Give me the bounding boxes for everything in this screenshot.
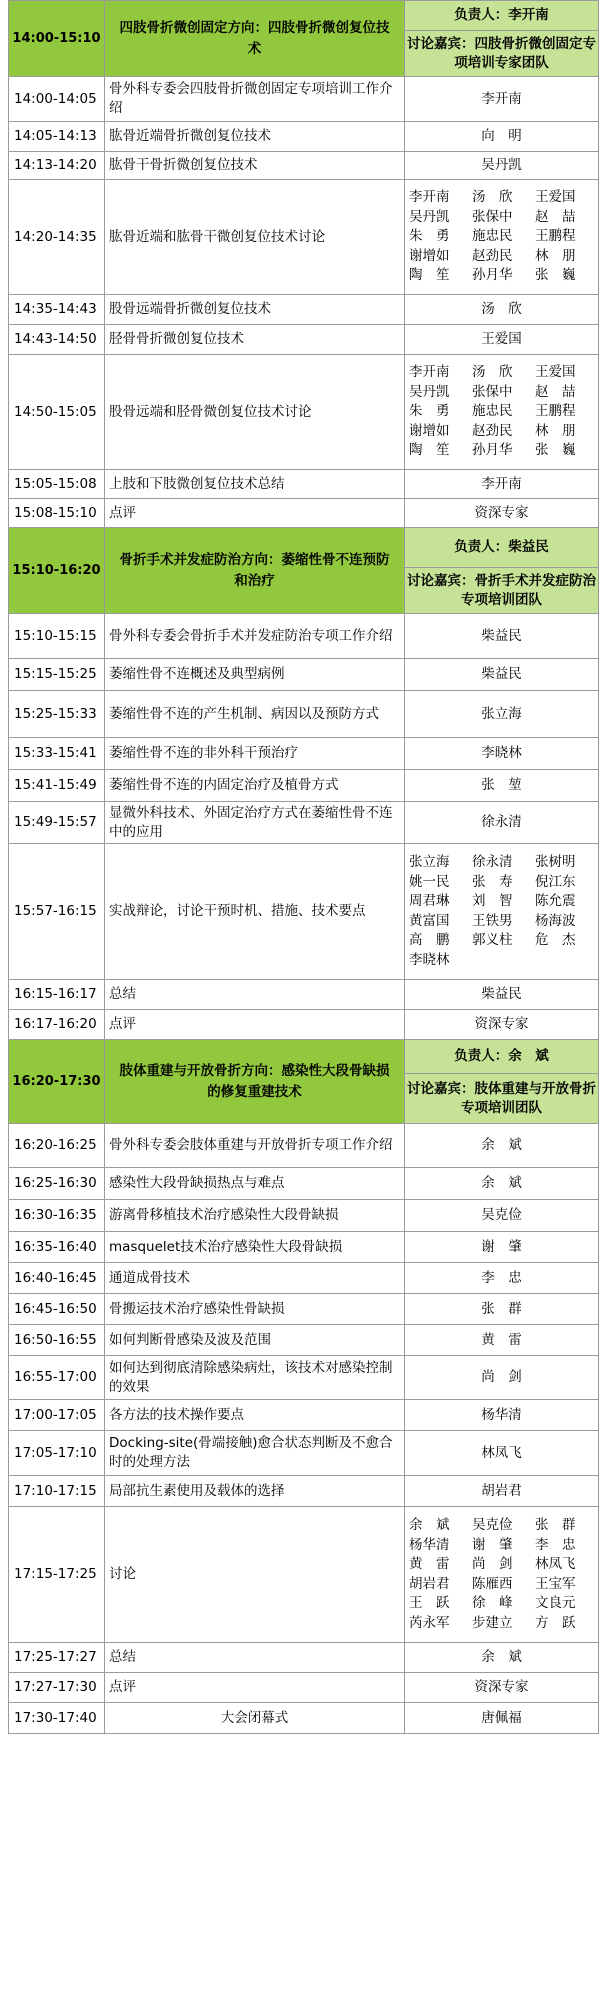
- row-time: 15:25-15:33: [9, 691, 105, 738]
- discussant-name: 施忠民: [472, 228, 513, 245]
- discussant-grid: [405, 188, 598, 286]
- row-topic: 实战辩论，讨论干预时机、措施、技术要点: [105, 844, 405, 980]
- row-topic: 各方法的技术操作要点: [105, 1400, 405, 1431]
- schedule-page: [8, 0, 598, 1734]
- table-row: [9, 1263, 599, 1294]
- row-time: 17:27-17:30: [9, 1673, 105, 1703]
- row-topic: 通道成骨技术: [105, 1263, 405, 1294]
- row-time: 15:41-15:49: [9, 770, 105, 802]
- discussant-name: 余 斌: [409, 1517, 450, 1533]
- row-topic: 肱骨近端和肱骨干微创复位技术讨论: [105, 180, 405, 295]
- row-speaker: [405, 844, 599, 980]
- discussant-name: 徐 峰: [472, 1595, 513, 1611]
- row-time: 16:20-16:25: [9, 1124, 105, 1168]
- row-speaker: [405, 180, 599, 295]
- row-speaker: 徐永清: [405, 802, 599, 844]
- row-time: 15:33-15:41: [9, 738, 105, 770]
- discussant-name: 高 鹏: [409, 932, 450, 948]
- row-topic: Docking-site(骨端接触)愈合状态判断及不愈合时的处理方法: [105, 1431, 405, 1476]
- section-header: [9, 528, 599, 568]
- row-speaker: 余 斌: [405, 1124, 599, 1168]
- discussant-name: 尚 剑: [472, 1556, 513, 1572]
- discussant-name: 陶 笙: [409, 442, 450, 459]
- table-row: [9, 1168, 599, 1200]
- table-row: [9, 1431, 599, 1476]
- table-row: [9, 1325, 599, 1356]
- row-topic: 点评: [105, 1673, 405, 1703]
- row-topic: 讨论: [105, 1507, 405, 1643]
- table-row: [9, 122, 599, 152]
- row-topic: 点评: [105, 499, 405, 528]
- section-title: 骨折手术并发症防治方向：萎缩性骨不连预防和治疗: [105, 528, 405, 614]
- discussant-name: 芮永军: [409, 1614, 450, 1631]
- row-topic: 萎缩性骨不连的内固定治疗及植骨方式: [105, 770, 405, 802]
- discussant-name: 张 寿: [472, 873, 513, 890]
- row-topic: masquelet技术治疗感染性大段骨缺损: [105, 1232, 405, 1263]
- row-time: 14:00-14:05: [9, 77, 105, 122]
- discussant-name: 王爱国: [535, 364, 576, 381]
- row-topic: 如何判断骨感染及波及范围: [105, 1325, 405, 1356]
- discussant-name: 陈允震: [535, 893, 576, 909]
- discussant-name: 谢增如: [409, 422, 450, 439]
- discussant-name: 谢增如: [409, 247, 450, 264]
- row-speaker: 柴益民: [405, 659, 599, 691]
- table-row: [9, 77, 599, 122]
- discussant-name: 张 巍: [535, 442, 576, 459]
- section-time: 14:00-15:10: [9, 1, 105, 77]
- table-row: [9, 1200, 599, 1232]
- table-row: [9, 691, 599, 738]
- discussant-name: 危 杰: [535, 932, 576, 948]
- discussant-name: 刘 智: [472, 893, 513, 909]
- closing-time: 17:30-17:40: [9, 1703, 105, 1734]
- row-time: 17:15-17:25: [9, 1507, 105, 1643]
- closing-row: [9, 1703, 599, 1734]
- row-time: 16:25-16:30: [9, 1168, 105, 1200]
- section-lead: 负责人：余 斌: [405, 1040, 599, 1074]
- schedule-table: [8, 0, 599, 1734]
- row-time: 17:00-17:05: [9, 1400, 105, 1431]
- row-time: 16:15-16:17: [9, 980, 105, 1010]
- row-topic: 股骨远端和胫骨微创复位技术讨论: [105, 355, 405, 470]
- section-guests: 讨论嘉宾：四肢骨折微创固定专项培训专家团队: [405, 31, 599, 77]
- row-topic: 上肢和下肢微创复位技术总结: [105, 470, 405, 499]
- table-row: [9, 980, 599, 1010]
- table-row: [9, 325, 599, 355]
- discussant-name: 汤 欣: [472, 189, 513, 206]
- discussant-name: 王爱国: [535, 189, 576, 206]
- discussant-name: 朱 勇: [409, 403, 450, 420]
- table-row: [9, 614, 599, 659]
- table-row: [9, 355, 599, 470]
- table-row: [9, 1643, 599, 1673]
- discussant-name: 倪江东: [535, 873, 576, 890]
- row-time: 14:20-14:35: [9, 180, 105, 295]
- row-speaker: 杨华清: [405, 1400, 599, 1431]
- row-topic: 骨搬运技术治疗感染性骨缺损: [105, 1294, 405, 1325]
- section-time: 15:10-16:20: [9, 528, 105, 614]
- discussant-grid: [405, 363, 598, 461]
- row-speaker: 向 明: [405, 122, 599, 152]
- discussant-name: 孙月华: [472, 442, 513, 459]
- discussant-name: 杨海波: [535, 912, 576, 929]
- table-row: [9, 1356, 599, 1400]
- discussant-name: 方 跃: [535, 1614, 576, 1631]
- discussant-grid: [405, 1516, 598, 1633]
- table-row: [9, 295, 599, 325]
- table-row: [9, 1400, 599, 1431]
- table-row: [9, 152, 599, 180]
- row-time: 14:35-14:43: [9, 295, 105, 325]
- row-time: 14:43-14:50: [9, 325, 105, 355]
- row-speaker: 林凤飞: [405, 1431, 599, 1476]
- section-lead: 负责人：李开南: [405, 1, 599, 31]
- table-row: [9, 659, 599, 691]
- discussant-name: 张立海: [409, 854, 450, 870]
- section-guests: 讨论嘉宾：肢体重建与开放骨折专项培训团队: [405, 1074, 599, 1124]
- discussant-name: 李开南: [409, 189, 450, 206]
- row-time: 14:05-14:13: [9, 122, 105, 152]
- row-speaker: 黄 雷: [405, 1325, 599, 1356]
- discussant-name: 王 跃: [409, 1595, 450, 1611]
- discussant-grid: [405, 853, 598, 970]
- row-time: 14:50-15:05: [9, 355, 105, 470]
- closing-topic: 大会闭幕式: [105, 1703, 405, 1734]
- row-topic: 骨外科专委会骨折手术并发症防治专项工作介绍: [105, 614, 405, 659]
- discussant-name: 姚一民: [409, 873, 450, 890]
- table-row: [9, 1476, 599, 1507]
- table-row: [9, 180, 599, 295]
- discussant-name: 张保中: [472, 208, 513, 225]
- discussant-name: 吴丹凯: [409, 383, 450, 400]
- row-time: 16:30-16:35: [9, 1200, 105, 1232]
- table-row: [9, 844, 599, 980]
- discussant-name: 胡岩君: [409, 1575, 450, 1592]
- row-speaker: 张立海: [405, 691, 599, 738]
- row-speaker: 王爱国: [405, 325, 599, 355]
- row-speaker: 谢 肇: [405, 1232, 599, 1263]
- discussant-name: 王鹏程: [535, 228, 576, 245]
- discussant-name: 王鹏程: [535, 403, 576, 420]
- table-row: [9, 470, 599, 499]
- discussant-name: 王铁男: [472, 912, 513, 929]
- row-speaker: 胡岩君: [405, 1476, 599, 1507]
- discussant-name: 张 群: [535, 1517, 576, 1533]
- section-header: [9, 1, 599, 31]
- section-header: [9, 1040, 599, 1074]
- row-time: 16:17-16:20: [9, 1010, 105, 1040]
- discussant-name: 张保中: [472, 383, 513, 400]
- discussant-name: 陶 笙: [409, 267, 450, 284]
- table-row: [9, 1124, 599, 1168]
- row-time: 17:05-17:10: [9, 1431, 105, 1476]
- discussant-name: 王宝军: [535, 1575, 576, 1592]
- row-time: 15:05-15:08: [9, 470, 105, 499]
- row-speaker: 余 斌: [405, 1643, 599, 1673]
- discussant-name: 黄 雷: [409, 1556, 450, 1572]
- row-topic: 总结: [105, 1643, 405, 1673]
- row-topic: 点评: [105, 1010, 405, 1040]
- discussant-name: 孙月华: [472, 267, 513, 284]
- row-topic: 显微外科技术、外固定治疗方式在萎缩性骨不连中的应用: [105, 802, 405, 844]
- discussant-name: 汤 欣: [472, 364, 513, 381]
- row-speaker: 李开南: [405, 77, 599, 122]
- discussant-name: 谢 肇: [472, 1536, 513, 1553]
- row-topic: 肱骨干骨折微创复位技术: [105, 152, 405, 180]
- row-topic: 感染性大段骨缺损热点与难点: [105, 1168, 405, 1200]
- section-lead: 负责人：柴益民: [405, 528, 599, 568]
- row-time: 17:10-17:15: [9, 1476, 105, 1507]
- discussant-name: 周君琳: [409, 893, 450, 909]
- table-row: [9, 499, 599, 528]
- row-topic: 胫骨骨折微创复位技术: [105, 325, 405, 355]
- section-title: 四肢骨折微创固定方向：四肢骨折微创复位技术: [105, 1, 405, 77]
- row-speaker: 吴丹凯: [405, 152, 599, 180]
- table-row: [9, 1673, 599, 1703]
- table-row: [9, 770, 599, 802]
- section-guests: 讨论嘉宾：骨折手术并发症防治专项培训团队: [405, 568, 599, 614]
- discussant-name: 林 朋: [535, 422, 576, 439]
- row-speaker: 资深专家: [405, 499, 599, 528]
- discussant-name: 文良元: [535, 1595, 576, 1611]
- row-speaker: [405, 355, 599, 470]
- discussant-name: 林凤飞: [535, 1556, 576, 1572]
- row-topic: 游离骨移植技术治疗感染性大段骨缺损: [105, 1200, 405, 1232]
- row-topic: 总结: [105, 980, 405, 1010]
- row-time: 15:15-15:25: [9, 659, 105, 691]
- row-speaker: 资深专家: [405, 1010, 599, 1040]
- discussant-name: 张树明: [535, 854, 576, 870]
- row-topic: 如何达到彻底清除感染病灶，该技术对感染控制的效果: [105, 1356, 405, 1400]
- discussant-name: 郭义柱: [472, 932, 513, 948]
- discussant-name: 赵劲民: [472, 422, 513, 439]
- row-speaker: 张 群: [405, 1294, 599, 1325]
- discussant-name: 朱 勇: [409, 228, 450, 245]
- discussant-name: 徐永清: [472, 854, 513, 870]
- table-row: [9, 1507, 599, 1643]
- row-speaker: [405, 1507, 599, 1643]
- row-speaker: 资深专家: [405, 1673, 599, 1703]
- row-speaker: 汤 欣: [405, 295, 599, 325]
- row-speaker: 张 堃: [405, 770, 599, 802]
- discussant-name: 吴丹凯: [409, 208, 450, 225]
- discussant-name: 李 忠: [535, 1536, 576, 1553]
- row-topic: 股骨远端骨折微创复位技术: [105, 295, 405, 325]
- row-topic: 肱骨近端骨折微创复位技术: [105, 122, 405, 152]
- row-topic: 骨外科专委会四肢骨折微创固定专项培训工作介绍: [105, 77, 405, 122]
- row-topic: 萎缩性骨不连的产生机制、病因以及预防方式: [105, 691, 405, 738]
- discussant-name: 赵 喆: [535, 208, 576, 225]
- table-row: [9, 1232, 599, 1263]
- row-topic: 萎缩性骨不连的非外科干预治疗: [105, 738, 405, 770]
- row-speaker: 柴益民: [405, 614, 599, 659]
- row-speaker: 吴克俭: [405, 1200, 599, 1232]
- row-time: 16:40-16:45: [9, 1263, 105, 1294]
- row-speaker: 李 忠: [405, 1263, 599, 1294]
- discussant-name: 步建立: [472, 1614, 513, 1631]
- row-topic: 骨外科专委会肢体重建与开放骨折专项工作介绍: [105, 1124, 405, 1168]
- row-time: 15:57-16:15: [9, 844, 105, 980]
- row-topic: 萎缩性骨不连概述及典型病例: [105, 659, 405, 691]
- row-speaker: 柴益民: [405, 980, 599, 1010]
- row-time: 16:50-16:55: [9, 1325, 105, 1356]
- row-speaker: 李开南: [405, 470, 599, 499]
- table-row: [9, 1010, 599, 1040]
- table-row: [9, 802, 599, 844]
- discussant-name: 赵劲民: [472, 247, 513, 264]
- row-speaker: 李晓林: [405, 738, 599, 770]
- discussant-name: 李开南: [409, 364, 450, 381]
- discussant-name: 赵 喆: [535, 383, 576, 400]
- discussant-name: 李晓林: [409, 951, 450, 968]
- discussant-name: 施忠民: [472, 403, 513, 420]
- discussant-name: 黄富国: [409, 912, 450, 929]
- row-time: 16:35-16:40: [9, 1232, 105, 1263]
- row-time: 14:13-14:20: [9, 152, 105, 180]
- row-time: 15:49-15:57: [9, 802, 105, 844]
- row-time: 16:45-16:50: [9, 1294, 105, 1325]
- discussant-name: 张 巍: [535, 267, 576, 284]
- row-time: 16:55-17:00: [9, 1356, 105, 1400]
- row-time: 15:08-15:10: [9, 499, 105, 528]
- table-row: [9, 738, 599, 770]
- row-time: 17:25-17:27: [9, 1643, 105, 1673]
- row-time: 15:10-15:15: [9, 614, 105, 659]
- table-row: [9, 1294, 599, 1325]
- row-topic: 局部抗生素使用及载体的选择: [105, 1476, 405, 1507]
- row-speaker: 余 斌: [405, 1168, 599, 1200]
- discussant-name: 林 朋: [535, 247, 576, 264]
- discussant-name: 杨华清: [409, 1536, 450, 1553]
- discussant-name: 陈雁西: [472, 1575, 513, 1592]
- discussant-name: 吴克俭: [472, 1517, 513, 1533]
- section-title: 肢体重建与开放骨折方向：感染性大段骨缺损的修复重建技术: [105, 1040, 405, 1124]
- row-speaker: 尚 剑: [405, 1356, 599, 1400]
- section-time: 16:20-17:30: [9, 1040, 105, 1124]
- closing-speaker: 唐佩福: [405, 1703, 599, 1734]
